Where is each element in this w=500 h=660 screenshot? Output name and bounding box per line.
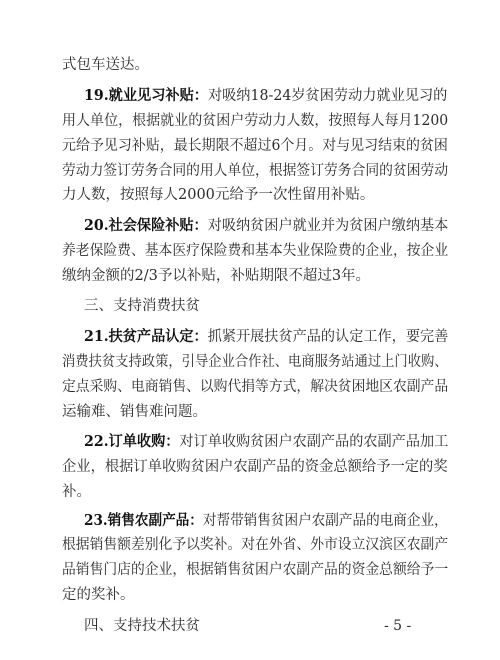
line-text: 企业，根据订单收购贫困户农副产品的资金总额给予一定的奖 [62,459,448,475]
text-line [62,560,448,580]
line-text: 补。 [62,484,91,500]
item-22-title: 22.订单收购： [84,433,180,450]
text-line [62,185,374,205]
section-heading-text: 四、支持技术扶贫 [84,618,200,634]
line-text: 力人数，按照每人2000元给予一次性留用补贴。 [62,187,375,203]
text-line [62,241,448,261]
item-22-first-line [84,432,448,452]
item-20-first-line [84,216,448,236]
item-21-first-line [84,327,448,347]
item-23-title: 23.销售农副产品： [84,512,203,529]
line-text: 用人单位，根据就业的贫困户劳动力人数，按照每人每月1200 [62,113,449,129]
text-line [62,352,448,372]
line-text: 养老保险费、基本医疗保险费和基本失业保险费的企业，按企业 [62,243,449,259]
line-text: 消费扶贫支持政策，引导企业合作社、电商服务站通过上门收购、 [62,354,448,370]
text-line [62,402,207,422]
page-number: - 5 - [384,618,412,634]
line-text: 运输难、销售难问题。 [62,404,207,420]
line-text: 定的奖补。 [62,587,135,603]
text-line [62,457,448,477]
line-text: 抓紧开展扶贫产品的认定工作，要完善 [207,329,449,345]
item-20-title: 20.社会保险补贴： [84,217,208,234]
line-text: 对吸纳18-24岁贫困劳动力就业见习的 [207,88,448,104]
text-line [62,377,448,397]
line-text: 定点采购、电商销售、以购代捐等方式，解决贫困地区农副产品 [62,379,449,395]
item-23-first-line [84,511,448,531]
section-heading-consumption [84,296,200,316]
line-text: 式包车送达。 [62,57,149,73]
item-19-first-line [84,86,447,106]
text-line [62,585,135,605]
line-text: 缴纳金额的2/3予以补贴，补贴期限不超过3年。 [62,268,371,284]
section-heading-text: 三、支持消费扶贫 [84,298,200,314]
text-line [62,111,448,131]
text-line [62,136,448,156]
text-line [62,266,370,286]
text-line [62,535,448,555]
item-19-title: 19.就业见习补贴： [84,87,208,104]
item-21-title: 21.扶贫产品认定： [84,328,208,345]
line-text: 品销售门店的企业，根据销售贫困户农副产品的资金总额给予一 [62,562,449,578]
section-heading-technology [84,616,200,636]
line-text: 对订单收购贫困户农副产品的农副产品加工 [179,434,449,450]
line-text: 劳动力签订劳务合同的用人单位，根据签订劳务合同的贫困劳动 [62,163,449,179]
line-text: 对帮带销售贫困户农副产品的电商企业， [202,513,448,529]
text-line [62,161,448,181]
line-text: 对吸纳贫困户就业并为贫困户缴纳基本 [207,218,449,234]
line-text: 根据销售额差别化予以奖补。对在外省、外市设立汉滨区农副产 [62,537,449,553]
line-text: 元给予见习补贴，最长期限不超过6个月。对与见习结束的贫困 [62,138,448,154]
text-line [62,482,91,502]
text-line [62,55,149,75]
